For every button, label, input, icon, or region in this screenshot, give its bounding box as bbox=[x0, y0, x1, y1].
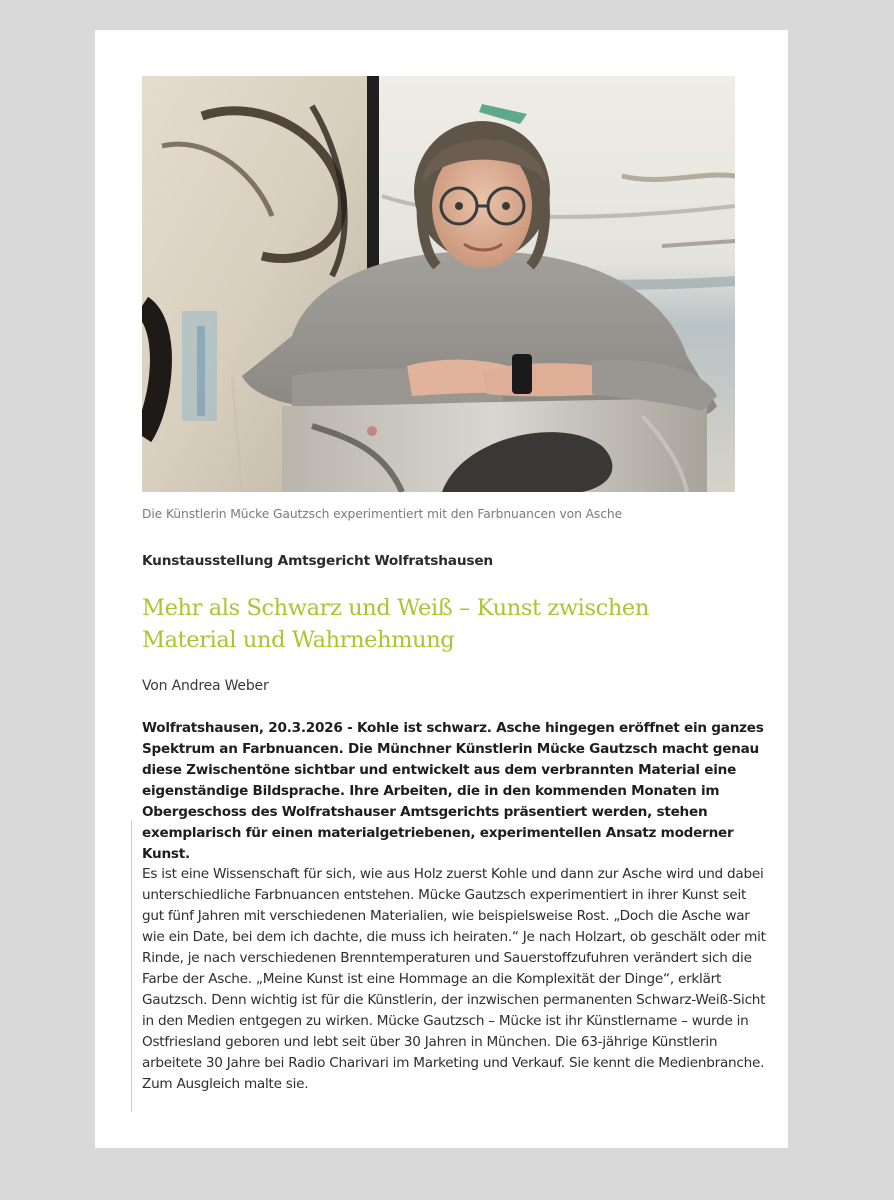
article-kicker: Kunstausstellung Amtsgericht Wolfratshausen bbox=[142, 553, 493, 569]
artist-portrait-image bbox=[142, 76, 735, 492]
article-byline: Von Andrea Weber bbox=[142, 678, 269, 694]
article-body: Es ist eine Wissenschaft für sich, wie aus Holz zuerst Kohle und dann zur Asche wird und dabei unterschiedliche Farbnuancen entstehen. Mücke Gautzsch experimentiert in ihrer Kunst seit gut fünf Jahren mit verschiedenen Materialien, wie beispielsweise Rost. „Doch die Asche war wie ein Date, bei dem ich dachte, die muss ich heiraten.“ Je nach Holzart, ob geschält oder mit Rinde, je nach verschiedenen Brenntemperaturen und Sauerstoffzufuhren verändert sich die Farbe der Asche. „Meine Kunst ist eine Hommage an die Komplexität der Dinge“, erklärt Gautzsch. Denn wichtig ist für die Künstlerin, der inzwischen permanenten Schwarz-Weiß-Sicht in den Medien entgegen zu wirken. Mücke Gautzsch – Mücke ist ihr Künstlername – wurde in Ostfriesland geboren und lebt seit über 30 Jahren in München. Die 63-jährige Künstlerin arbeitete 30 Jahre bei Radio Charivari im Marketing und Verkauf. Sie kennt die Medienbranche. Zum Ausgleich malte sie. bbox=[142, 866, 766, 1092]
article-dateline: Wolfratshausen, 20.3.2026 - bbox=[142, 720, 353, 736]
photo-caption: Die Künstlerin Mücke Gautzsch experimentiert mit den Farbnuancen von Asche bbox=[142, 507, 623, 521]
article-lead bbox=[142, 718, 772, 865]
article-photo bbox=[142, 76, 735, 492]
article-lead-text: Kohle ist schwarz. Asche hingegen eröffnet ein ganzes Spektrum an Farbnuancen. Die Münchner Künstlerin Mücke Gautzsch macht genau diese Zwischentöne sichtbar und entwickelt aus dem verbrannten Material eine eigenständige Bildsprache. Ihre Arbeiten, die in den kommenden Monaten im Obergeschoss des Wolfratshauser Amtsgerichts präsentiert werden, stehen exemplarisch für einen materialgetriebenen, experimentellen Ansatz moderner Kunst. bbox=[142, 720, 764, 862]
text-cursor-rule bbox=[131, 820, 132, 1112]
article-page bbox=[95, 30, 788, 1148]
article-headline: Mehr als Schwarz und Weiß – Kunst zwischen Material und Wahrnehmung bbox=[142, 595, 649, 653]
